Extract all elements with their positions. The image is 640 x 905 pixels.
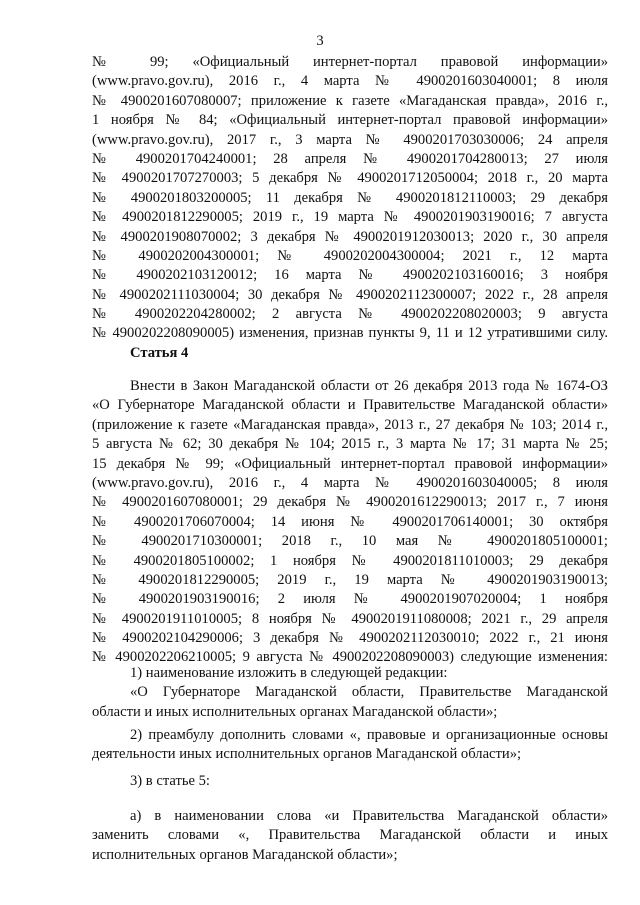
article-heading-block [92,343,608,363]
text-line: деятельности иных исполнительных органов Магаданской области»; [92,746,522,763]
text-line: № 4900202208090005) изменения, признав пункты 9, 11 и 12 утратившими силу. [92,325,608,342]
text-line: (www.pravo.gov.ru), 2016 г., 4 марта № 4900201603040001; 8 июля [92,73,608,90]
paragraph-amendment-list [92,53,608,344]
text-line: «О Губернаторе Магаданской области, Правительстве Магаданской [130,684,608,701]
text-line: № 4900202104290006; 3 декабря № 4900202112030010; 2022 г., 21 июня [92,630,608,647]
item-3a [92,807,608,865]
text-line: № 4900201908070002; 3 декабря № 4900201912030013; 2020 г., 30 апреля [92,228,608,245]
text-line: 1 ноября № 84; «Официальный интернет-портал правовой информации» [92,112,608,129]
text-line: № 4900201607080007; приложение к газете «Магаданская правда», 2016 г., [92,92,608,109]
text-line: исполнительных органов Магаданской области»; [92,846,398,863]
text-line: № 4900201710300001; 2018 г., 10 мая № 4900201805100001; [92,533,608,550]
page-number: 3 [316,33,324,49]
text-line: № 4900202111030004; 30 декабря № 4900202112300007; 2022 г., 28 апреля [92,286,608,303]
text-line: № 4900201812290005; 2019 г., 19 марта № 4900201903190016; 7 августа [92,209,608,226]
text-line: заменить словами «, Правительства Магаданской области и иных [92,827,608,844]
text-line: № 4900201812290005; 2019 г., 19 марта № 4900201903190013; [92,571,608,588]
text-line: «О Губернаторе Магаданской области и Правительстве Магаданской области» [92,397,608,414]
text-line: № 4900202004300001; № 4900202004300004; 2021 г., 12 марта [92,247,608,264]
item-2 [92,726,608,765]
text-line: № 4900201704240001; 28 апреля № 4900201704280013; 27 июля [92,150,608,167]
text-line: № 4900201903190016; 2 июля № 4900201907020004; 1 ноября [92,591,608,608]
text-line: области и иных исполнительных органах Магаданской области»; [92,703,498,720]
item-1 [92,664,608,722]
item-3 [92,772,608,791]
text-line: Внести в Закон Магаданской области от 26 декабря 2013 года № 1674-ОЗ [130,378,608,394]
text-line: 5 августа № 62; 30 декабря № 104; 2015 г., 3 марта № 17; 31 марта № 25; [92,436,608,453]
item-title: 1) наименование изложить в следующей редакции: [130,665,448,681]
text-line: № 4900202204280002; 2 августа № 4900202208020003; 9 августа [92,306,608,323]
text-line: 15 декабря № 99; «Официальный интернет-портал правовой информации» [92,455,608,472]
text-line: № 4900201707270003; 5 декабря № 4900201712050004; 2018 г., 20 марта [92,170,608,187]
text-line: 2) преамбулу дополнить словами «, правовые и организационные основы [130,727,608,743]
text-line: № 4900202103120012; 16 марта № 4900202103160016; 3 ноября [92,267,608,284]
text-line: № 99; «Официальный интернет-портал правовой информации» [92,54,608,70]
text-line: (приложение к газете «Магаданская правда», 2013 г., 27 декабря № 103; 2014 г., [92,416,608,433]
text-line: № 4900201803200005; 11 декабря № 4900201812110003; 29 декабря [92,189,608,206]
text-line: № 4900201607080001; 29 декабря № 4900201612290013; 2017 г., 7 июня [92,494,608,511]
text-line: № 4900201706070004; 14 июня № 4900201706140001; 30 октября [92,513,608,530]
text-line: № 4900201805100002; 1 ноября № 4900201811010003; 29 декабря [92,552,608,569]
text-line: № 4900201911010005; 8 ноября № 4900201911080008; 2021 г., 29 апреля [92,610,608,627]
text-line: № 4900202206210005; 9 августа № 4900202208090003) следующие изменения: [92,649,608,666]
text-line: а) в наименовании слова «и Правительства Магаданской области» [130,808,608,824]
text-line: (www.pravo.gov.ru), 2016 г., 4 марта № 4900201603040005; 8 июля [92,474,608,491]
article-heading: Статья 4 [130,345,189,361]
item-title: 3) в статье 5: [130,773,210,789]
paragraph-article-4 [92,377,608,668]
text-line: (www.pravo.gov.ru), 2017 г., 3 марта № 4900201703030006; 24 апреля [92,131,608,148]
